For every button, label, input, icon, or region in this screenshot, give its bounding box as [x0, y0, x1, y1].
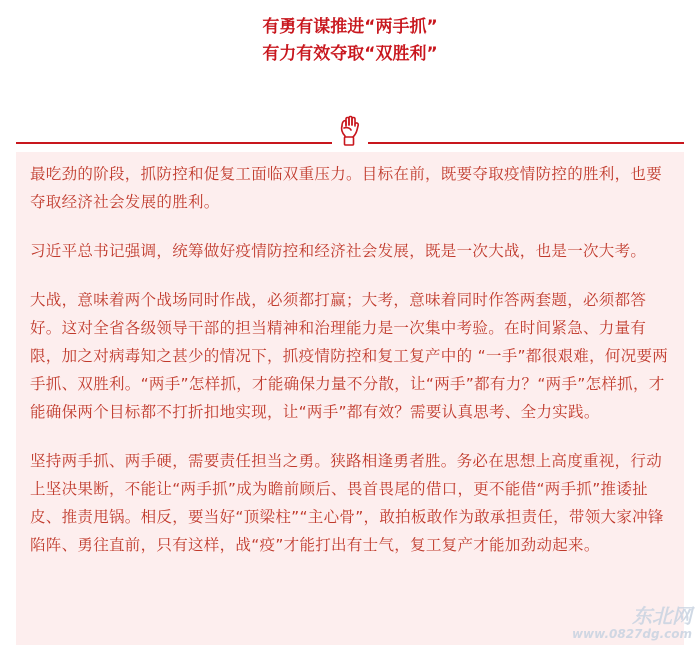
paragraph-2: 习近平总书记强调，统筹做好疫情防控和经济社会发展，既是一次大战，也是一次大考。	[30, 242, 647, 260]
site-watermark	[572, 605, 692, 641]
watermark-text: 东北网	[632, 604, 692, 628]
paragraph-1: 最吃劲的阶段，抓防控和促复工面临双重压力。目标在前，既要夺取疫情防控的胜利，也要夺取经济社会发展的胜利。	[30, 165, 663, 211]
paragraph-3: 大战，意味着两个战场同时作战，必须都打赢；大考，意味着同时作答两套题，必须都答好。这对全省各级领导干部的担当精神和治理能力是一次集中考验。在时间紧急、力量有限，加之对病毒知之甚少的情况下，抓疫情防控和复工复产中的 “一手”都很艰难，何况要两手抓、双胜利。“两手”怎样抓，才能确保力量不分散，让“两手”都有力？“两手”怎样抓，才能确保两个目标都不打折扣地实现，让“两手”都有效？需要认真思考、全力实践。	[30, 291, 669, 421]
paragraph-4: 坚持两手抓、两手硬，需要责任担当之勇。狭路相逢勇者胜。务必在思想上高度重视，行动上坚决果断，不能让“两手抓”成为瞻前顾后、畏首畏尾的借口，更不能借“两手抓”推诿扯皮、推责甩锅。相反，要当好“顶梁柱”“主心骨”，敢拍板敢作为敢承担责任，带领大家冲锋陷阵、勇往直前，只有这样，战“疫”才能打出有士气，复工复产才能加劲动起来。	[30, 452, 664, 554]
article-headline	[0, 14, 700, 68]
headline-line-2: 有力有效夺取“双胜利”	[262, 44, 438, 64]
section-divider	[0, 108, 700, 154]
raised-fist-icon	[332, 112, 368, 148]
watermark-url: www.0827dg.com	[571, 627, 692, 641]
headline-line-1: 有勇有谋推进“两手抓”	[262, 17, 438, 37]
article-body	[16, 152, 684, 645]
